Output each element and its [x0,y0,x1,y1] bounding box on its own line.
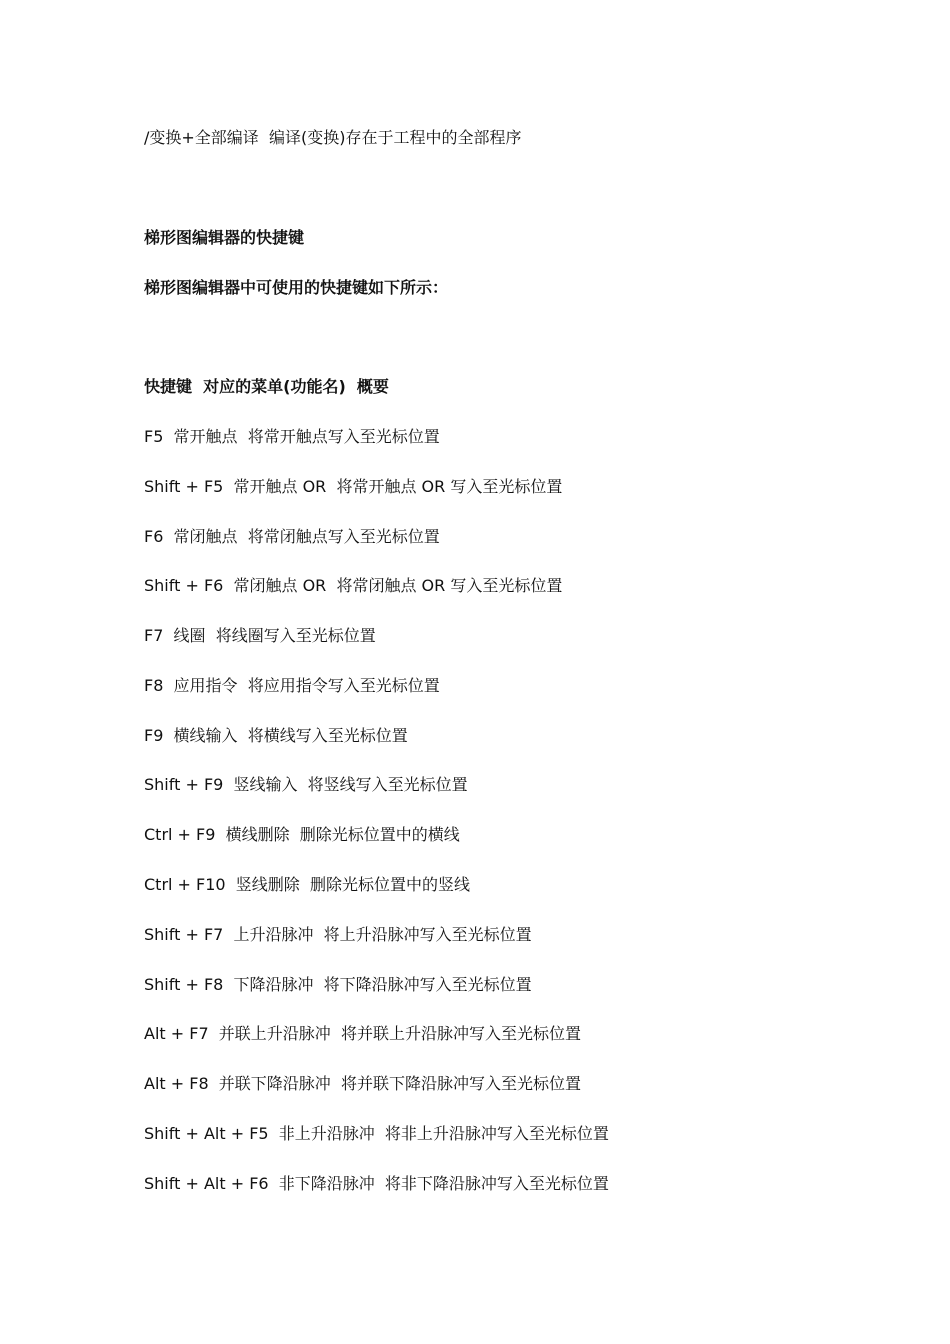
shortcut-row: Shift + Alt + F6 非下降沿脉冲 将非下降沿脉冲写入至光标位置 [144,1174,609,1193]
shortcut-row: Alt + F8 并联下降沿脉冲 将并联下降沿脉冲写入至光标位置 [144,1074,581,1093]
shortcut-row: F9 横线输入 将横线写入至光标位置 [144,726,408,745]
shortcut-row: Shift + F9 竖线输入 将竖线写入至光标位置 [144,775,468,794]
shortcut-row: F6 常闭触点 将常闭触点写入至光标位置 [144,527,440,546]
shortcut-row: Shift + F6 常闭触点 OR 将常闭触点 OR 写入至光标位置 [144,576,563,595]
table-header: 快捷键 对应的菜单(功能名) 概要 [144,377,389,396]
shortcut-row: F8 应用指令 将应用指令写入至光标位置 [144,676,440,695]
section-heading: 梯形图编辑器的快捷键 [144,228,305,247]
intro-line: /变换+全部编译 编译(变换)存在于工程中的全部程序 [144,128,522,147]
shortcut-row: Shift + F7 上升沿脉冲 将上升沿脉冲写入至光标位置 [144,925,532,944]
shortcut-row: Ctrl + F10 竖线删除 删除光标位置中的竖线 [144,875,470,894]
shortcut-row: Ctrl + F9 横线删除 删除光标位置中的横线 [144,825,460,844]
shortcut-row: Shift + Alt + F5 非上升沿脉冲 将非上升沿脉冲写入至光标位置 [144,1124,609,1143]
shortcut-row: Shift + F5 常开触点 OR 将常开触点 OR 写入至光标位置 [144,477,563,496]
shortcut-row: Alt + F7 并联上升沿脉冲 将并联上升沿脉冲写入至光标位置 [144,1024,581,1043]
shortcut-row: F7 线圈 将线圈写入至光标位置 [144,626,376,645]
shortcut-row: Shift + F8 下降沿脉冲 将下降沿脉冲写入至光标位置 [144,975,532,994]
shortcut-row: F5 常开触点 将常开触点写入至光标位置 [144,427,440,446]
section-description: 梯形图编辑器中可使用的快捷键如下所示： [144,278,449,297]
